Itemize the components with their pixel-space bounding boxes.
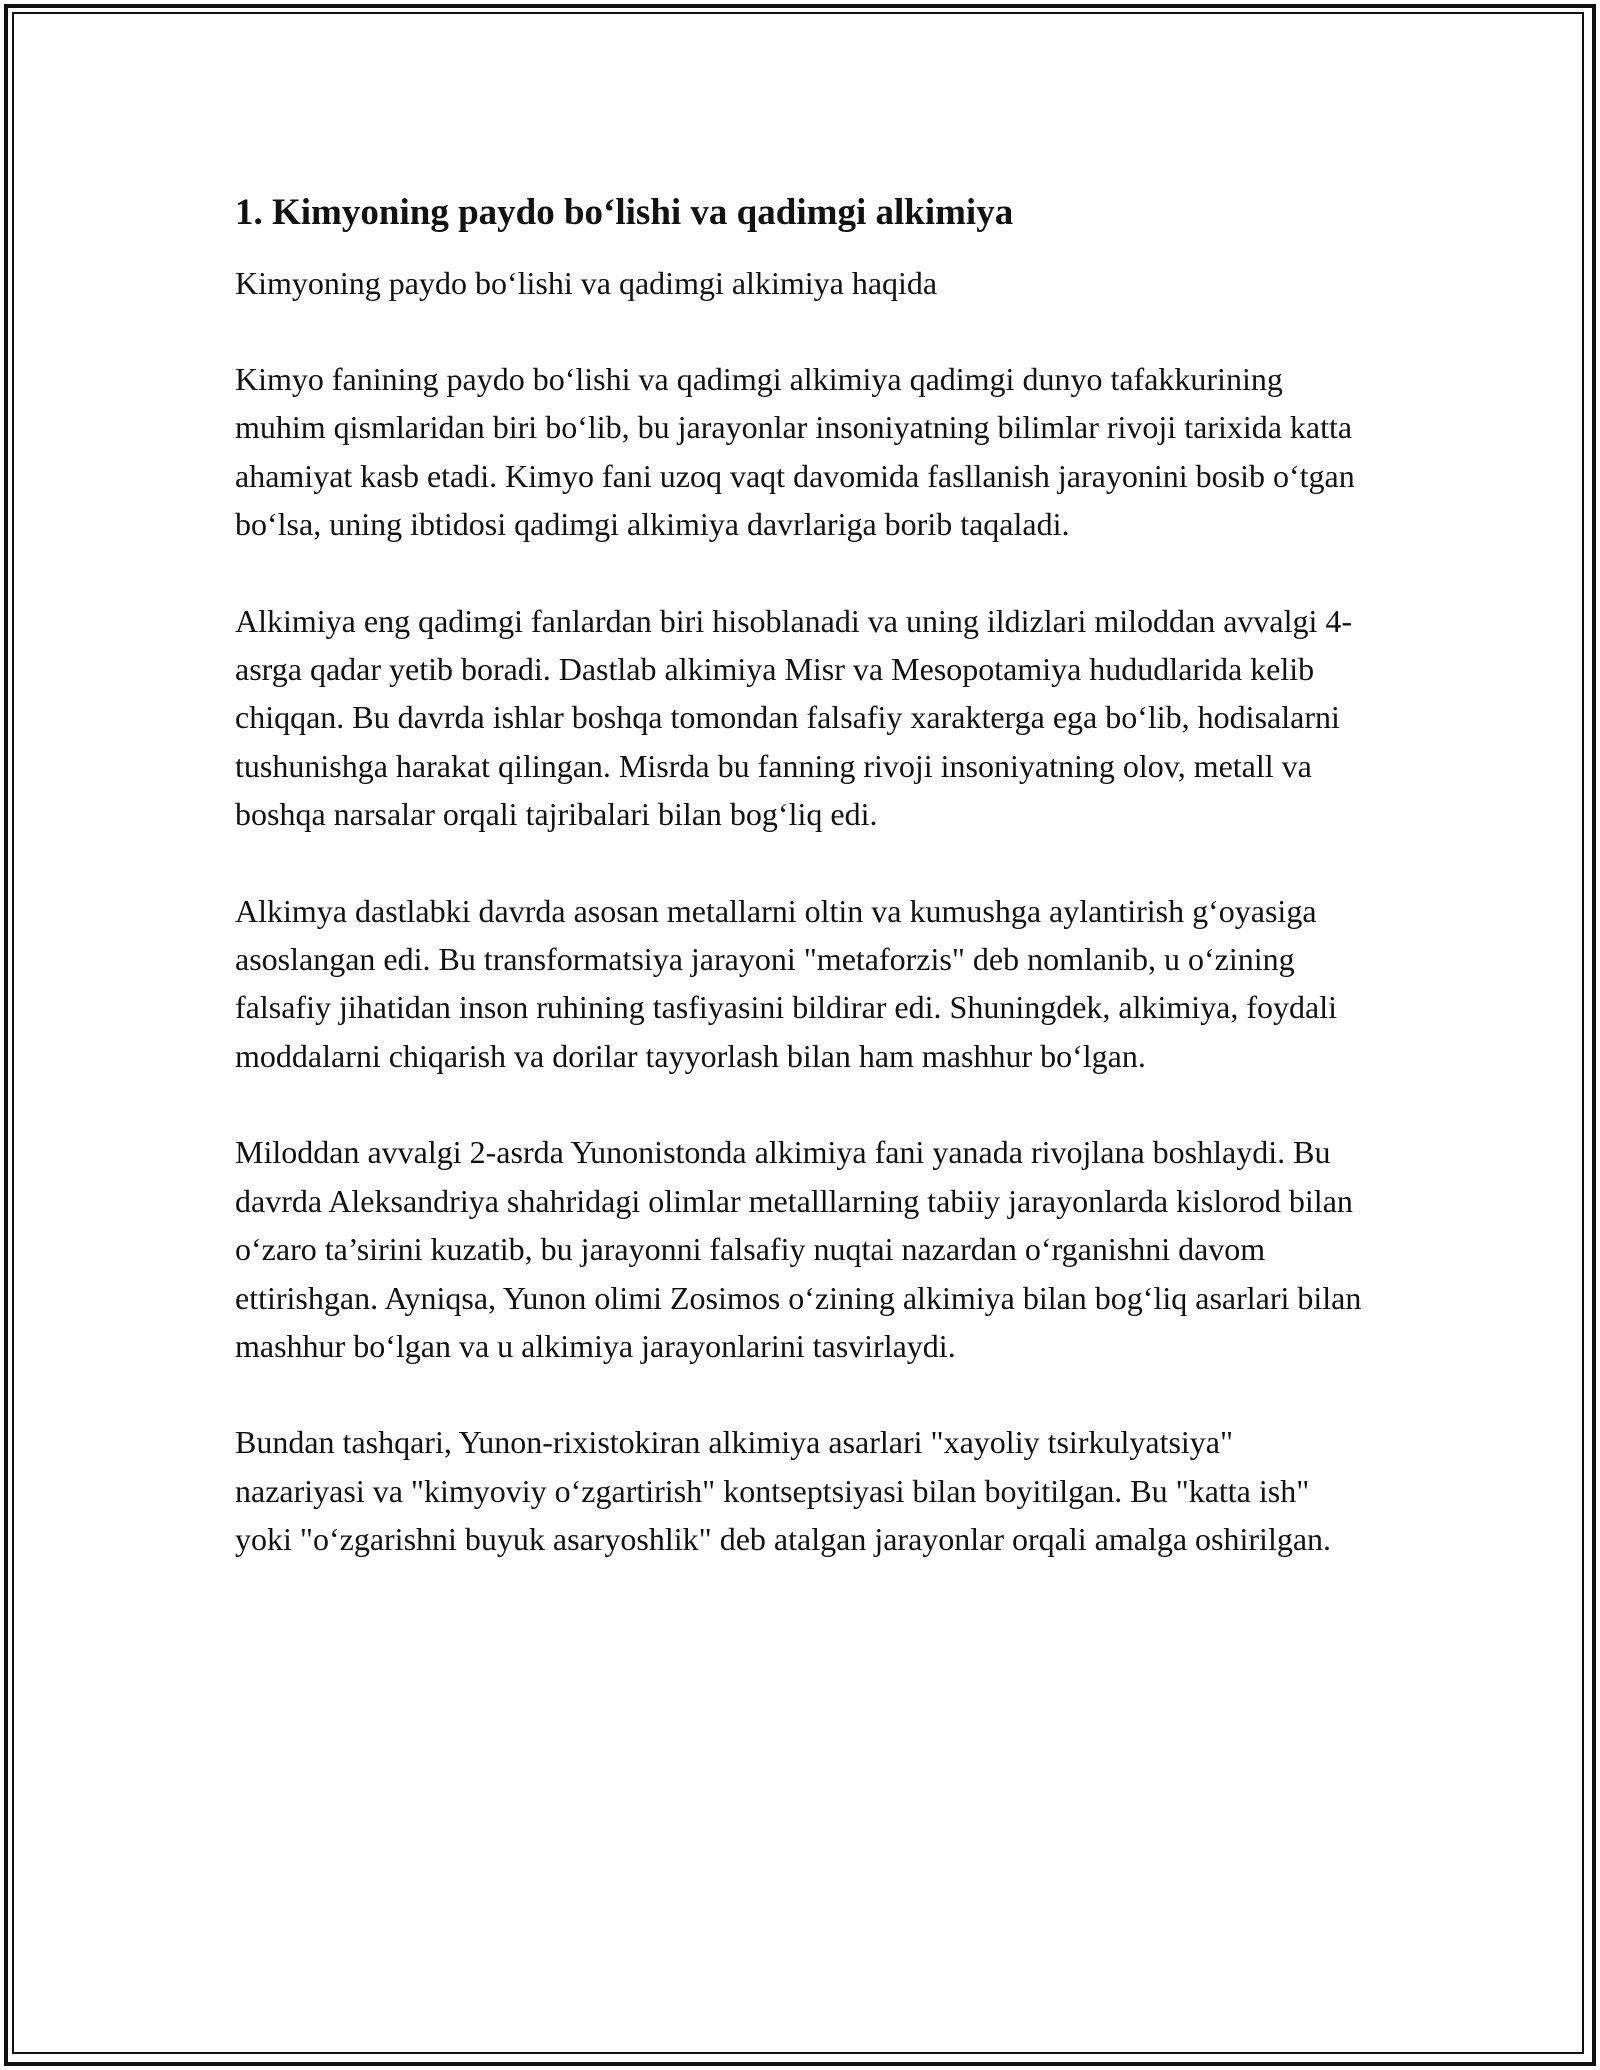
- paragraph-2: Alkimiya eng qadimgi fanlardan biri hisoblanadi va uning ildizlari miloddan avvalgi 4-asrga qadar yetib boradi. Dastlab alkimiya Misr va Mesopotamiya hududlarida kelib chiqqan. Bu davrda ishlar boshqa tomondan falsafiy xarakterga ega bo‘lib, hodisalarni tushunishga harakat qilingan. Misrda bu fanning rivoji insoniyatning olov, metall va boshqa narsalar orqali tajribalari bilan bog‘liq edi.: [235, 602, 1353, 833]
- document-title: 1. Kimyoning paydo bo‘lishi va qadimgi alkimiya: [235, 192, 1014, 233]
- paragraph-1: Kimyo fanining paydo bo‘lishi va qadimgi alkimiya qadimgi dunyo tafakkurining muhim qismlaridan biri bo‘lib, bu jarayonlar insoniyatning bilimlar rivoji tarixida katta ahamiyat kasb etadi. Kimyo fani uzoq vaqt davomida fasllanish jarayonini bosib o‘tgan bo‘lsa, uning ibtidosi qadimgi alkimiya davrlariga borib taqaladi.: [235, 361, 1355, 543]
- paragraph-3: Alkimya dastlabki davrda asosan metallarni oltin va kumushga aylantirish g‘oyasiga asoslangan edi. Bu transformatsiya jarayoni "metaforzis" deb nomlanib, u o‘zining falsafiy jihatidan inson ruhining tasfiyasini bildirar edi. Shuningdek, alkimiya, foydali moddalarni chiqarish va dorilar tayyorlash bilan ham mashhur bo‘lgan.: [235, 892, 1338, 1074]
- document-subtitle: Kimyoning paydo bo‘lishi va qadimgi alkimiya haqida: [235, 265, 938, 301]
- paragraph-5: Bundan tashqari, Yunon-rixistokiran alkimiya asarlari "xayoliy tsirkulyatsiya" nazariyasi va "kimyoviy o‘zgartirish" kontseptsiyasi bilan boyitilgan. Bu "katta ish" yoki "o‘zgarishni buyuk asaryoshlik" deb atalgan jarayonlar orqali amalga oshirilgan.: [235, 1424, 1332, 1558]
- document-body: [235, 187, 1365, 1564]
- paragraph-4: Miloddan avvalgi 2-asrda Yunonistonda alkimiya fani yanada rivojlana boshlaydi. Bu davrda Aleksandriya shahridagi olimlar metalllarning tabiiy jarayonlarda kislorod bilan o‘zaro ta’sirini kuzatib, bu jarayonni falsafiy nuqtai nazardan o‘rganishni davom ettirishgan. Ayniqsa, Yunon olimi Zosimos o‘zining alkimiya bilan bog‘liq asarlari bilan mashhur bo‘lgan va u alkimiya jarayonlarini tasvirlaydi.: [235, 1134, 1362, 1364]
